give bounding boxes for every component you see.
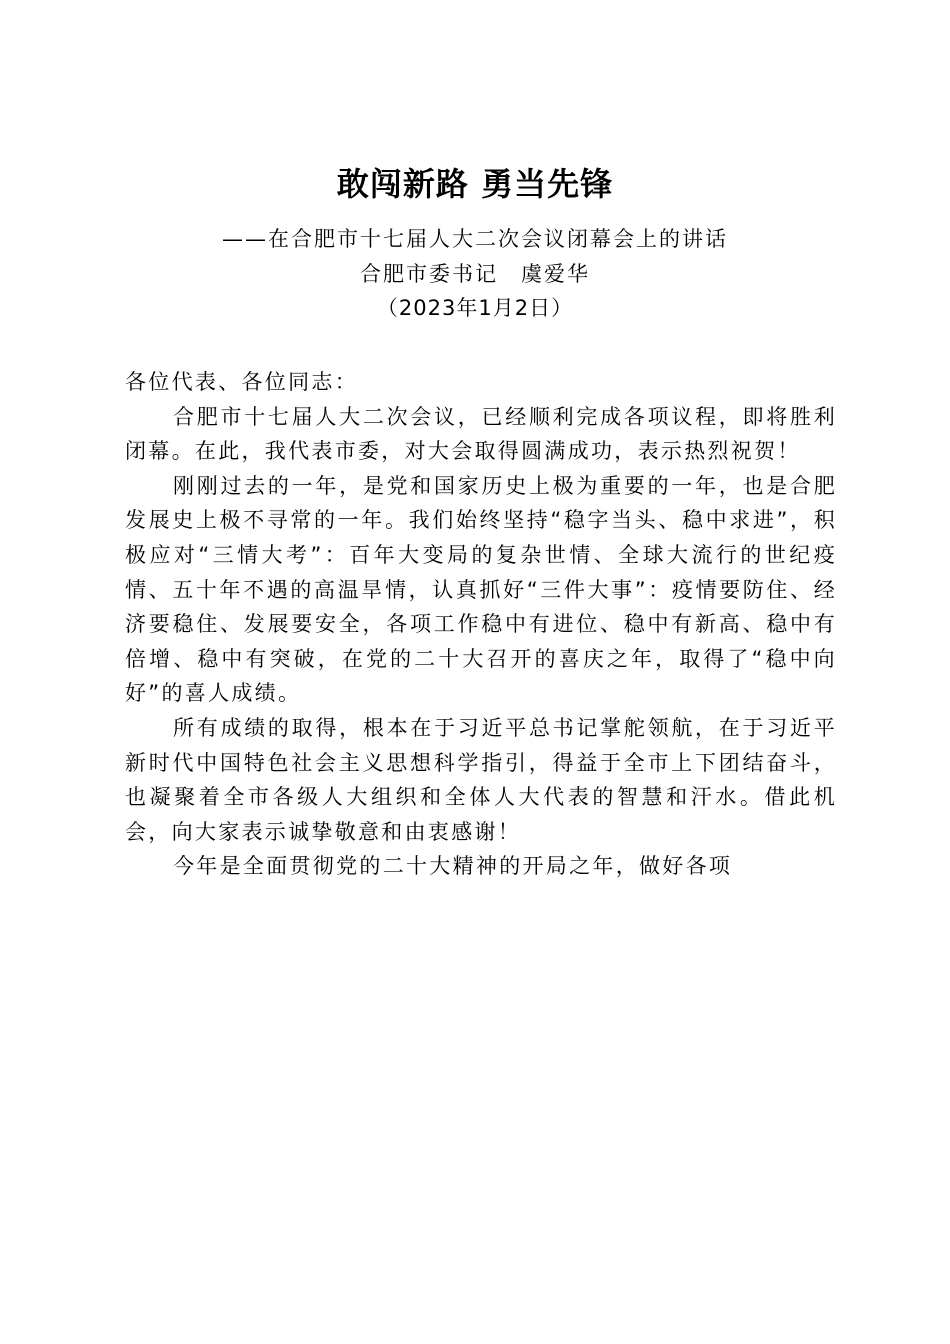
document-author: 合肥市委书记 虞爱华 <box>360 262 590 286</box>
paragraph: 今年是全面贯彻党的二十大精神的开局之年，做好各项 <box>173 854 733 879</box>
paragraph: 所有成绩的取得，根本在于习近平总书记掌舵领航，在于习近平新时代中国特色社会主义思想科学指引，得益于全市上下团结奋斗，也凝聚着全市各级人大组织和全体人大代表的智慧和汗水。借此机会，向大家表示诚挚敬意和由衷感谢！ <box>125 715 837 844</box>
document-date: （2023年1月2日） <box>376 296 574 320</box>
paragraph: 合肥市十七届人大二次会议，已经顺利完成各项议程，即将胜利闭幕。在此，我代表市委，对大会取得圆满成功，表示热烈祝贺！ <box>125 404 837 464</box>
document-title: 敢闯新路 勇当先锋 <box>336 165 614 203</box>
document-body <box>125 365 837 884</box>
document-subtitle: ——在合肥市十七届人大二次会议闭幕会上的讲话 <box>222 227 728 251</box>
paragraph: 刚刚过去的一年，是党和国家历史上极为重要的一年，也是合肥发展史上极不寻常的一年。我们始终坚持“稳字当头、稳中求进”，积极应对“三情大考”：百年大变局的复杂世情、全球大流行的世纪疫情、五十年不遇的高温旱情，认真抓好“三件大事”：疫情要防住、经济要稳住、发展要安全，各项工作稳中有进位、稳中有新高、稳中有倍增、稳中有突破，在党的二十大召开的喜庆之年，取得了“稳中向好”的喜人成绩。 <box>125 473 837 706</box>
greeting: 各位代表、各位同志： <box>125 370 358 394</box>
